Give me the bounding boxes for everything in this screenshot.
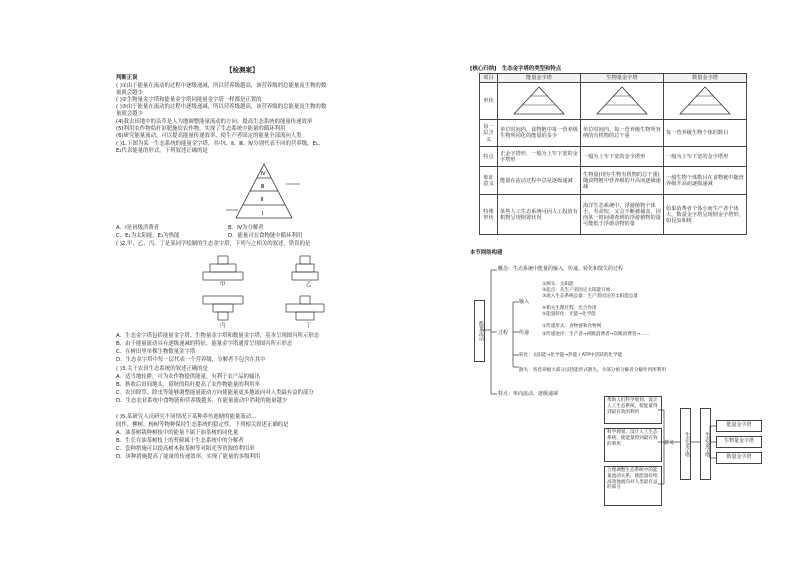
root-node: 能量流动 <box>474 300 485 362</box>
input-item: ⑤能量转化：光能→化学能 <box>542 312 596 317</box>
judge-title: 判断正误 <box>116 75 138 81</box>
pyramid-root-node: 生态金字塔 <box>680 408 691 480</box>
question-1-cont: E₂代表能量的形式。下列叙述正确的是 <box>116 148 208 154</box>
q1-option: B．Ⅳ为分解者 <box>228 225 264 231</box>
transfer-item: ②传递途径：生产者→初级消费者→次级消费者→…… <box>542 332 650 337</box>
dissipate-text: 散失：各营养级大部分以热能形式散失，少部分被分解者分解作用所利用 <box>519 368 667 373</box>
convert-text: 转化：太阳能→化学能→热能 / ATP中活跃的化学能 <box>519 353 623 358</box>
q3-option: A．适当地轮耕，可为农作物提供能量，有利于农产品的输出 <box>116 374 260 380</box>
q3-option: C．农田除草、除虫等能够调整能量流动方向使能量更多地流向对人类最有益的部分 <box>116 390 314 396</box>
q4-option: C．套种措施可以提高树木和茶树等对阳光等资源的利用率 <box>116 446 255 452</box>
q4-option: B．生长在油茶树枝上的苔藓属于生态系统中的分解者 <box>116 438 244 444</box>
concept-text: 概念：生态系统中能量的输入、传递、转化和散失的过程 <box>498 266 624 272</box>
pyramid-types-table <box>479 73 747 235</box>
table-cell: 能量在流动过程中总是逐级递减 <box>498 167 581 195</box>
judge-item: (4)我去田地中的杂草是人为地调整能量流动的方向，提高生态系统的能量传递效率 <box>116 119 313 125</box>
q1-option: A．Ⅰ是初级消费者 <box>116 225 160 231</box>
energy-pyramid-figure <box>224 160 304 222</box>
q2-option: B．由于能量流动具有逐级递减的特征，能量金字塔通常呈现图丙所示形态 <box>116 341 293 347</box>
pyramid-shape-icon <box>666 84 744 116</box>
svg-text:Ⅰ: Ⅰ <box>262 211 264 217</box>
table-cell: 每一营养级生物个体的数目 <box>664 120 747 147</box>
shape-cell <box>498 83 581 120</box>
four-pyramids-figure <box>200 252 350 332</box>
table-cell: 如果消费者个体小而生产者个体大，数量金字塔呈现倒金字塔形，如昆虫和树 <box>664 195 747 235</box>
table-cell: 正金字塔形，一般为上窄下宽的金字塔形 <box>498 147 581 167</box>
pyramid-type-box: 生物量金字塔 <box>716 436 762 448</box>
table-cell: 生物量(现存生物有机物的总干重)随食物链中营养级的升高而逐级递减 <box>581 167 664 195</box>
table-cell: 单位时间内，食物链中每一营养级生物所同化的能量的多少 <box>498 120 581 147</box>
pyramid-label: 乙 <box>306 282 312 288</box>
meaning-box: 帮助人们科学规划、设计人工生态系统，使能量得到最有效的利用 <box>604 396 662 424</box>
row-label: 象征意义 <box>480 167 498 195</box>
input-item: ④相关生理过程：光合作用 <box>542 306 597 311</box>
q1-option: D．能量可在食物链中循环利用 <box>228 233 303 239</box>
meaning-connectors <box>658 396 748 506</box>
question-4: ( )5.某研究人员研究不同情况下某种养鱼池塘的能量流动... <box>116 414 257 420</box>
question-3: ( )3.关于农田生态系统的叙述正确的是 <box>116 366 208 372</box>
table-title: [核心归纳] 生态金字塔的类型和特点 <box>470 66 562 72</box>
judge-item: 量就会越少 <box>116 111 143 117</box>
input-item: ②起点：从生产者固定太阳能开始 <box>542 288 611 293</box>
pyramid-shape-icon <box>500 84 578 116</box>
pyramid-sub-node: 生态金字塔 <box>700 408 711 480</box>
table-cell: 一般为上窄下宽的金字塔形 <box>581 147 664 167</box>
question-2: ( )2.甲、乙、丙、丁是某同学绘制的生态金字塔，下列与之相关的叙述，错误的是 <box>116 241 311 247</box>
row-label: 特点 <box>480 147 498 167</box>
q2-option: C．在树田里单棵生物数量金字塔 <box>116 349 196 355</box>
feature-text: 特点：单向流动、逐级递减 <box>498 391 559 397</box>
row-label: 形状 <box>480 83 498 120</box>
meaning-label: 意义 <box>664 440 675 446</box>
shape-cell <box>664 83 747 120</box>
judge-item: ( )①由于能量在流动的过程中逐级递减，所以营养级越高，该营养级的总能量及生物的数 <box>116 83 327 89</box>
pyramid-label: 丁 <box>306 323 312 329</box>
input-label: 输入 <box>519 299 530 305</box>
section-title: 【检测案】 <box>226 66 259 74</box>
table-cell: 一般生物个体数目在食物链中随营养级升高而逐级递减 <box>664 167 747 195</box>
judge-item: ( )②生物量金字塔和能量金字塔同能量金字塔一样都是正置的 <box>116 97 262 103</box>
judge-item: (5)利用农作物秸秆沤肥施给农作物，实现了生态系统中能量的循环利用 <box>116 126 286 132</box>
svg-text:Ⅱ: Ⅱ <box>261 197 264 203</box>
table-cell: 单位时间内，每一营养级生物所容纳的有机物的总干重 <box>581 120 664 147</box>
row-label: 特殊形状 <box>480 195 498 235</box>
table-header: 生物量金字塔 <box>581 74 664 83</box>
judge-item: 量就会越少 <box>116 90 143 96</box>
table-header: 项目 <box>480 74 498 83</box>
svg-text:Ⅲ: Ⅲ <box>261 184 265 190</box>
pyramid-shape-icon <box>583 84 661 116</box>
q4-option: A．油茶树栽种树枝中的能量不属于油茶树的同化量 <box>116 430 239 436</box>
table-cell: 一般为上窄下宽的金字塔形 <box>664 147 747 167</box>
q4-option: D．该种措施提高了能量的传递效率，实现了能量的多级利用 <box>116 454 261 460</box>
q1-option: C．E₁为太阳能，E₂为热能 <box>116 233 180 239</box>
transfer-item: ①传递形式：食物链和食物网 <box>542 324 602 329</box>
table-header: 能量金字塔 <box>498 74 581 83</box>
row-label: 每一层含义 <box>480 120 498 147</box>
input-item: ①源头：太阳能 <box>542 282 574 287</box>
shape-cell <box>581 83 664 120</box>
table-cell: 海洋生态系统中，浮游植物个体小，寿命短，又会不断被捕食，因而某一时间调查到的浮游植物的量可能低于浮游动物的量 <box>581 195 664 235</box>
q4-line: 间作、柳树、杨树等物种保持生态系统的稳定性，下列相关叙述正确的是 <box>116 422 289 428</box>
meaning-box: 科学规划、设计人工生态系统，使能量得到最有效的利用 <box>604 428 662 462</box>
input-item: ③流入生态系统总量：生产者固定的太阳能总量 <box>542 294 638 299</box>
q3-option: D．生态农业系统中食物链和营养级越多，在能量流动中消耗的能量越少 <box>116 398 288 404</box>
judge-item: ( )③由于能量在流动的过程中逐级递减，所以营养级越高，该营养级的总能量及生物的数 <box>116 104 327 110</box>
table-header: 数量金字塔 <box>664 74 747 83</box>
pyramid-type-box: 数量金字塔 <box>716 452 762 464</box>
pyramid-type-box: 能量金字塔 <box>716 420 762 432</box>
svg-text:Ⅳ: Ⅳ <box>261 171 266 177</box>
meaning-box: 合理调整生态系统中的能量流动关系，使能量持续高效地流向对人类最有益的部分 <box>604 466 662 506</box>
question-1: ( )1.下图为某一生态系统的能量金字塔，其中Ⅰ、Ⅱ、Ⅲ、Ⅳ分别代表不同的营养级，E₁、 <box>116 141 324 147</box>
transfer-label: 传递 <box>519 330 530 336</box>
pyramid-label: 甲 <box>220 282 226 288</box>
table-cell: 某些人工生态系统可因人工投放有机物呈现倒置状况 <box>498 195 581 235</box>
judge-item: (6)研究能量流动，可以提高能量传递效率，使生产者固定的能量全部流向人类 <box>116 133 302 139</box>
network-title: 本节网络构建 <box>470 250 503 256</box>
q3-option: B．秋收后田间地头，留秋的秸秆提高了农作物能量的利用率 <box>116 382 260 388</box>
process-label: 过程 <box>498 330 509 336</box>
pyramid-label: 丙 <box>220 323 226 329</box>
q2-option: A．生态金字塔包括能量金字塔、生物量金字塔和数量金字塔，基本呈现图丙所示形态 <box>116 333 320 339</box>
q2-option: D．生态金字塔中每一层代表一个营养级，分解者不包含在其中 <box>116 357 266 363</box>
